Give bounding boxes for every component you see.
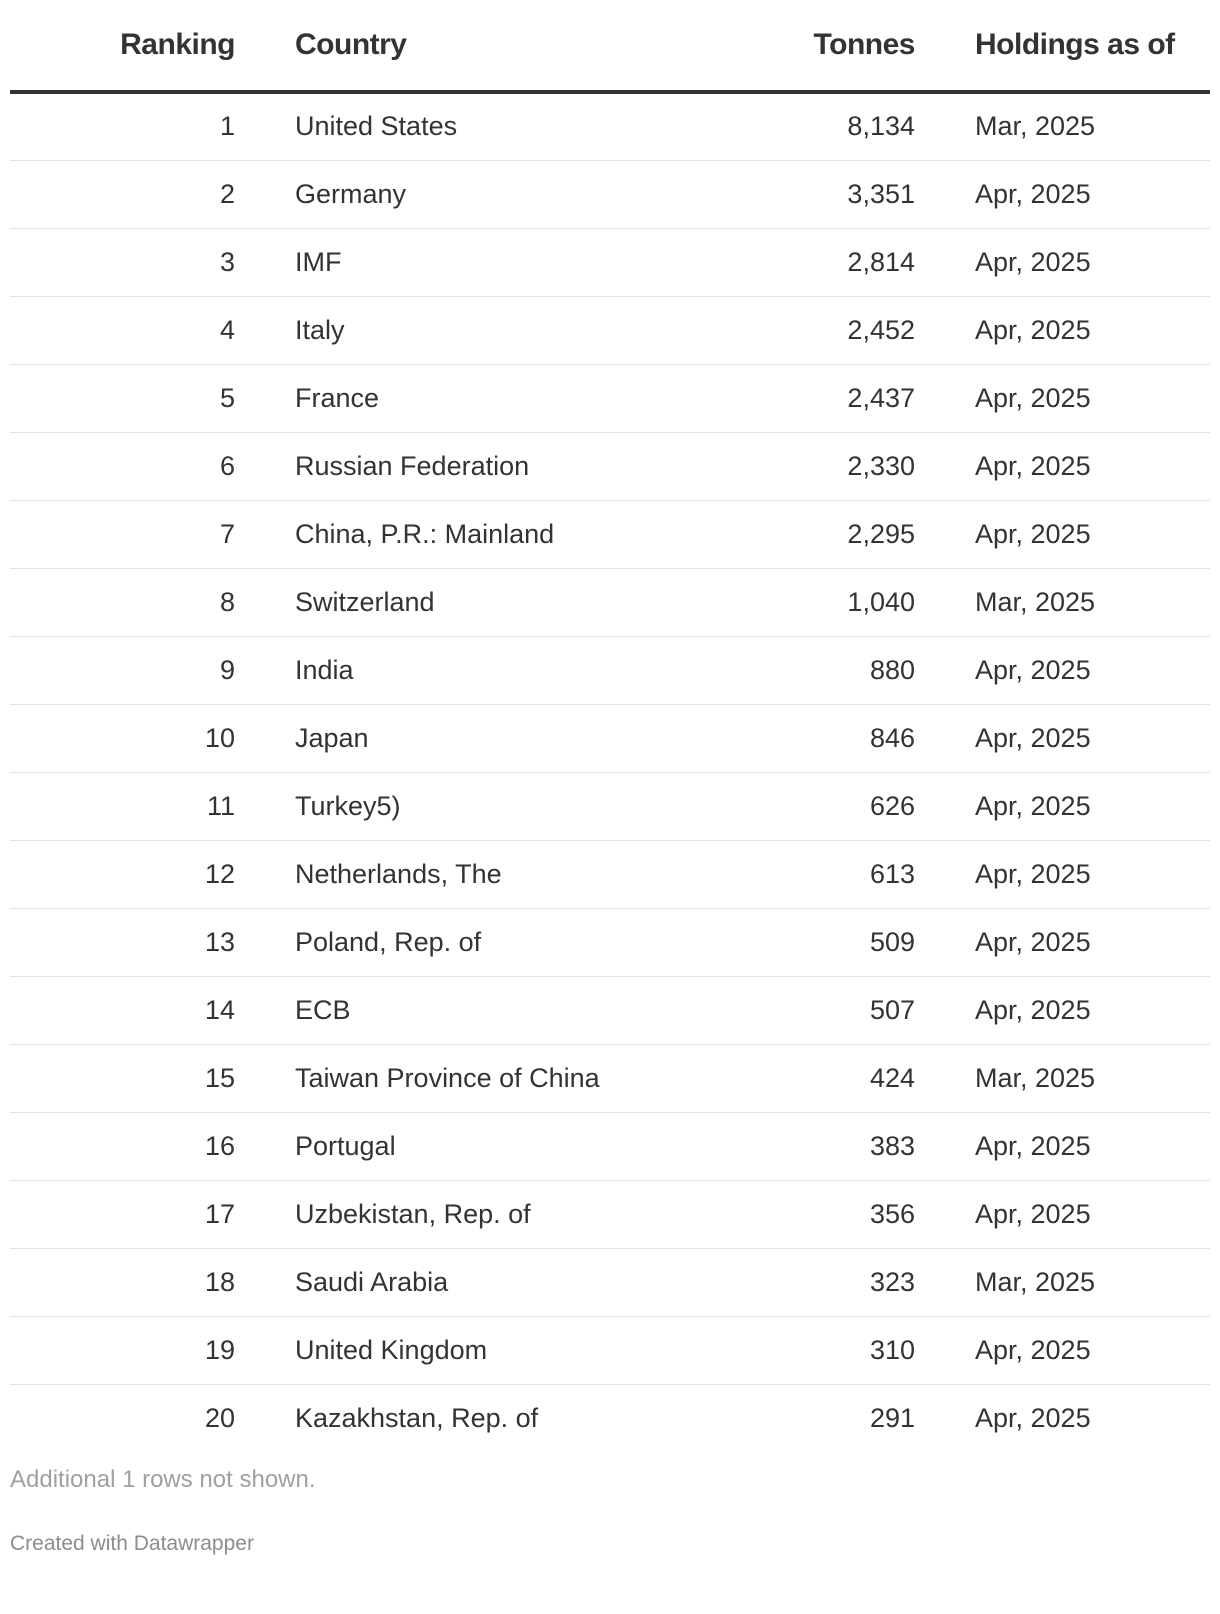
cell-spacer bbox=[915, 1316, 975, 1384]
table-row bbox=[10, 228, 1210, 296]
cell-spacer bbox=[235, 840, 295, 908]
cell-country: Uzbekistan, Rep. of bbox=[295, 1180, 625, 1248]
cell-ranking: 20 bbox=[204, 1402, 235, 1433]
cell-country: Taiwan Province of China bbox=[295, 1044, 625, 1112]
cell-tonnes: 507 bbox=[625, 976, 915, 1044]
cell-country: India bbox=[295, 636, 625, 704]
table-row bbox=[10, 704, 1210, 772]
cell-country: Switzerland bbox=[295, 568, 625, 636]
header-spacer bbox=[235, 0, 295, 92]
cell-tonnes: 2,437 bbox=[625, 364, 915, 432]
column-header-holdings-as-of[interactable]: Holdings as of bbox=[975, 0, 1210, 92]
cell-tonnes: 383 bbox=[625, 1112, 915, 1180]
cell-holdings-as-of: Apr, 2025 bbox=[975, 976, 1210, 1044]
cell-spacer bbox=[915, 1044, 975, 1112]
cell-spacer bbox=[235, 1384, 295, 1452]
cell-spacer bbox=[915, 1112, 975, 1180]
gold-holdings-table bbox=[10, 0, 1210, 1452]
cell-spacer bbox=[235, 568, 295, 636]
table-row bbox=[10, 296, 1210, 364]
cell-spacer bbox=[915, 1180, 975, 1248]
cell-holdings-as-of: Apr, 2025 bbox=[975, 228, 1210, 296]
cell-tonnes: 880 bbox=[625, 636, 915, 704]
table-row bbox=[10, 568, 1210, 636]
cell-country: China, P.R.: Mainland bbox=[295, 500, 625, 568]
cell-spacer bbox=[235, 1248, 295, 1316]
cell-ranking: 4 bbox=[10, 296, 235, 364]
cell-ranking: 12 bbox=[10, 840, 235, 908]
cell-ranking: 17 bbox=[10, 1180, 235, 1248]
cell-spacer bbox=[915, 568, 975, 636]
cell-ranking: 8 bbox=[10, 568, 235, 636]
cell-country: Russian Federation bbox=[295, 432, 625, 500]
cell-tonnes: 3,351 bbox=[625, 160, 915, 228]
cell-holdings-as-of: Mar, 2025 bbox=[975, 1044, 1210, 1112]
cell-holdings-as-of: Apr, 2025 bbox=[975, 500, 1210, 568]
cell-holdings-as-of: Mar, 2025 bbox=[975, 92, 1210, 160]
cell-ranking: 18 bbox=[10, 1248, 235, 1316]
cell-spacer bbox=[915, 296, 975, 364]
cell-spacer bbox=[235, 432, 295, 500]
cell-spacer bbox=[235, 704, 295, 772]
cell-spacer bbox=[915, 364, 975, 432]
header-row bbox=[10, 0, 1210, 92]
cell-spacer bbox=[235, 636, 295, 704]
cell-country: Turkey5) bbox=[295, 772, 625, 840]
cell-country: Saudi Arabia bbox=[295, 1248, 625, 1316]
cell-spacer bbox=[235, 296, 295, 364]
cell-spacer bbox=[915, 976, 975, 1044]
cell-spacer bbox=[235, 1044, 295, 1112]
cell-spacer bbox=[915, 840, 975, 908]
data-table-container bbox=[10, 0, 1210, 1452]
cell-ranking: 5 bbox=[10, 364, 235, 432]
cell-tonnes: 291 bbox=[869, 1402, 915, 1433]
cell-holdings-as-of: Mar, 2025 bbox=[975, 568, 1210, 636]
cell-spacer bbox=[915, 92, 975, 160]
column-header-tonnes[interactable]: Tonnes bbox=[625, 0, 915, 92]
cell-holdings-as-of: Apr, 2025 bbox=[975, 1112, 1210, 1180]
cell-spacer bbox=[915, 1248, 975, 1316]
cell-country: Portugal bbox=[295, 1112, 625, 1180]
cell-holdings-as-of: Apr, 2025 bbox=[975, 432, 1210, 500]
cell-tonnes: 2,330 bbox=[625, 432, 915, 500]
cell-spacer bbox=[235, 364, 295, 432]
cell-holdings-as-of: Apr, 2025 bbox=[975, 840, 1210, 908]
cell-ranking: 6 bbox=[10, 432, 235, 500]
table-row bbox=[10, 1112, 1210, 1180]
cell-holdings-as-of: Apr, 2025 bbox=[975, 364, 1210, 432]
cell-country: IMF bbox=[295, 228, 625, 296]
table-row bbox=[10, 908, 1210, 976]
cell-tonnes: 626 bbox=[625, 772, 915, 840]
table-row bbox=[10, 840, 1210, 908]
cell-spacer bbox=[915, 500, 975, 568]
table-row bbox=[10, 160, 1210, 228]
cell-ranking: 10 bbox=[10, 704, 235, 772]
table-row bbox=[10, 1044, 1210, 1112]
cell-tonnes: 310 bbox=[625, 1316, 915, 1384]
cell-spacer bbox=[915, 228, 975, 296]
cell-holdings-as-of: Apr, 2025 bbox=[975, 636, 1210, 704]
table-row bbox=[10, 1248, 1210, 1316]
cell-ranking: 13 bbox=[10, 908, 235, 976]
cell-ranking: 3 bbox=[10, 228, 235, 296]
cell-holdings-as-of: Apr, 2025 bbox=[975, 296, 1210, 364]
cell-spacer bbox=[915, 160, 975, 228]
cell-spacer bbox=[235, 500, 295, 568]
cell-country: France bbox=[295, 364, 625, 432]
cell-tonnes: 424 bbox=[625, 1044, 915, 1112]
cell-tonnes: 2,452 bbox=[625, 296, 915, 364]
cell-ranking: 14 bbox=[10, 976, 235, 1044]
cell-ranking: 15 bbox=[10, 1044, 235, 1112]
cell-country: Kazakhstan, Rep. of bbox=[295, 1402, 539, 1433]
cell-holdings-as-of: Apr, 2025 bbox=[975, 704, 1210, 772]
cell-ranking: 11 bbox=[10, 772, 235, 840]
cell-holdings-as-of: Apr, 2025 bbox=[975, 1402, 1091, 1433]
cell-spacer bbox=[235, 1180, 295, 1248]
cell-spacer bbox=[235, 976, 295, 1044]
cell-tonnes: 613 bbox=[625, 840, 915, 908]
table-body bbox=[10, 92, 1210, 1452]
column-header-country[interactable]: Country bbox=[295, 0, 625, 92]
cell-holdings-as-of: Apr, 2025 bbox=[975, 1180, 1210, 1248]
table-row bbox=[10, 432, 1210, 500]
cell-tonnes: 846 bbox=[625, 704, 915, 772]
cell-spacer bbox=[235, 772, 295, 840]
cell-holdings-as-of: Apr, 2025 bbox=[975, 160, 1210, 228]
cell-spacer bbox=[915, 772, 975, 840]
cell-ranking: 7 bbox=[10, 500, 235, 568]
table-row bbox=[10, 636, 1210, 704]
cell-tonnes: 2,814 bbox=[625, 228, 915, 296]
cell-spacer bbox=[915, 704, 975, 772]
table-row bbox=[10, 1180, 1210, 1248]
header-spacer bbox=[915, 0, 975, 92]
cell-country: Netherlands, The bbox=[295, 840, 625, 908]
cell-holdings-as-of: Apr, 2025 bbox=[975, 1316, 1210, 1384]
cell-holdings-as-of: Apr, 2025 bbox=[975, 908, 1210, 976]
cell-country: Germany bbox=[295, 160, 625, 228]
cell-ranking: 2 bbox=[10, 160, 235, 228]
cell-country: ECB bbox=[295, 976, 625, 1044]
cell-tonnes: 1,040 bbox=[625, 568, 915, 636]
cell-spacer bbox=[915, 432, 975, 500]
datawrapper-credit: Created with Datawrapper bbox=[10, 1532, 254, 1555]
cell-country: Poland, Rep. of bbox=[295, 908, 625, 976]
cell-country: Japan bbox=[295, 704, 625, 772]
cell-tonnes: 2,295 bbox=[625, 500, 915, 568]
cell-tonnes: 356 bbox=[625, 1180, 915, 1248]
table-header bbox=[10, 0, 1210, 92]
cell-spacer bbox=[915, 908, 975, 976]
cell-spacer bbox=[235, 160, 295, 228]
table-row bbox=[10, 976, 1210, 1044]
cell-holdings-as-of: Apr, 2025 bbox=[975, 772, 1210, 840]
cell-spacer bbox=[235, 1112, 295, 1180]
table-row bbox=[10, 1384, 1210, 1452]
cell-spacer bbox=[235, 908, 295, 976]
cell-country: Italy bbox=[295, 296, 625, 364]
cell-country: United Kingdom bbox=[295, 1316, 625, 1384]
column-header-ranking[interactable]: Ranking bbox=[10, 0, 235, 92]
cell-ranking: 9 bbox=[10, 636, 235, 704]
cell-spacer bbox=[235, 1316, 295, 1384]
rows-hidden-note: Additional 1 rows not shown. bbox=[10, 1466, 316, 1493]
cell-ranking: 16 bbox=[10, 1112, 235, 1180]
table-row bbox=[10, 364, 1210, 432]
cell-tonnes: 8,134 bbox=[625, 92, 915, 160]
cell-spacer bbox=[235, 228, 295, 296]
cell-ranking: 1 bbox=[10, 92, 235, 160]
cell-holdings-as-of: Mar, 2025 bbox=[975, 1248, 1210, 1316]
cell-spacer bbox=[915, 636, 975, 704]
cell-spacer bbox=[235, 92, 295, 160]
table-row bbox=[10, 500, 1210, 568]
cell-tonnes: 323 bbox=[625, 1248, 915, 1316]
table-row bbox=[10, 772, 1210, 840]
cell-tonnes: 509 bbox=[625, 908, 915, 976]
cell-spacer bbox=[915, 1384, 975, 1452]
cell-ranking: 19 bbox=[10, 1316, 235, 1384]
table-row bbox=[10, 1316, 1210, 1384]
cell-country: United States bbox=[295, 92, 625, 160]
table-row bbox=[10, 92, 1210, 160]
